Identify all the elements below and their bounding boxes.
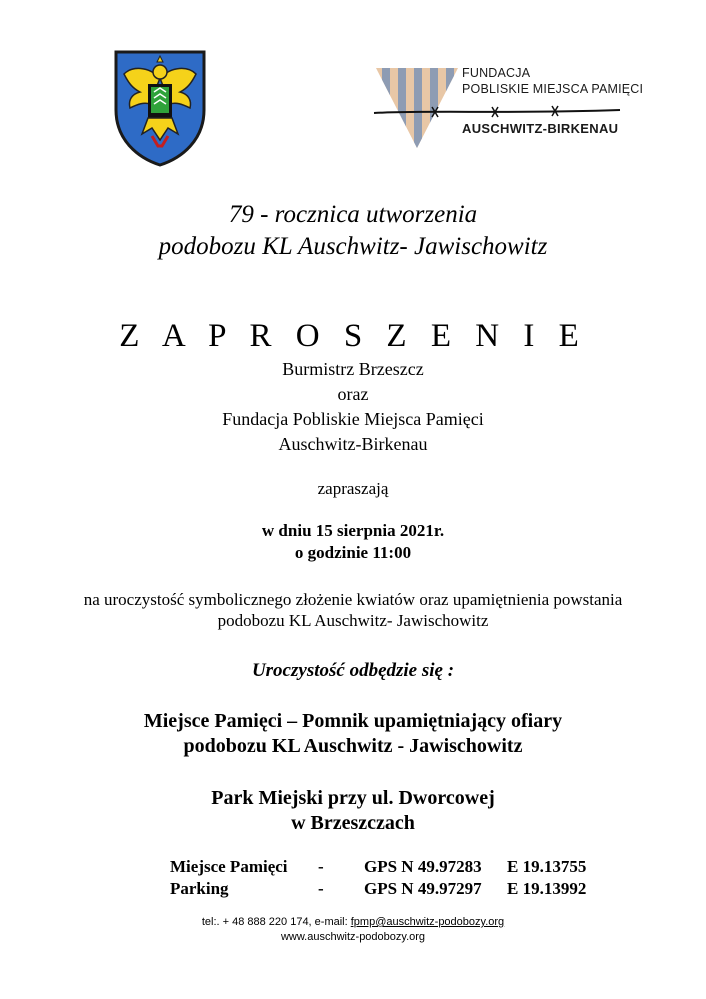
event-date: w dniu 15 sierpnia 2021r. [261,521,445,540]
invite-verb: zapraszają [317,479,389,498]
invitation-title: Z A P R O S Z E N I E [119,318,587,354]
park-line1: Park Miejski przy ul. Dworcowej [211,787,495,809]
gps-label: Parking [170,879,229,898]
host-line2: oraz [337,384,369,404]
footer-contact-text: tel:. + 48 888 220 174, e-mail: [201,916,351,928]
foundation-logo-line3: AUSCHWITZ-BIRKENAU [462,121,619,136]
foundation-logo [372,64,644,154]
anniversary-heading-line2: podobozu KL Auschwitz- Jawischowitz [158,233,548,260]
gps-north: GPS N 49.97283 [364,857,482,876]
gps-dash: - [318,879,324,898]
venue-intro: Uroczystość odbędzie się : [251,660,455,681]
purpose-line2: podobozu KL Auschwitz- Jawischowitz [217,611,489,630]
gps-east: E 19.13992 [507,879,587,898]
email-link[interactable]: fpmp@auschwitz-podobozy.org [350,916,505,928]
foundation-logo-line1: FUNDACJA [462,66,531,80]
gps-east: E 19.13755 [507,857,587,876]
monument-line2: podobozu KL Auschwitz - Jawischowitz [183,735,523,757]
park-line2: w Brzeszczach [291,812,415,834]
purpose-line1: na uroczystość symbolicznego złożenie kwiatów oraz upamiętnienia powstania [83,590,623,609]
barbed-wire-icon [372,104,622,120]
anniversary-heading-line1: 79 - rocznica utworzenia [228,201,478,228]
foundation-logo-line2: POBLISKIE MIEJSCA PAMIĘCI [462,82,644,96]
gps-label: Miejsce Pamięci [170,857,288,876]
host-line4: Auschwitz-Birkenau [278,434,428,454]
host-line1: Burmistrz Brzeszcz [282,359,424,379]
event-time: o godzinie 11:00 [294,543,412,562]
footer-contact [0,915,706,930]
host-line3: Fundacja Pobliskie Miejsca Pamięci [222,409,484,429]
website-link[interactable]: www.auschwitz-podobozy.org [280,931,426,943]
gps-dash: - [318,857,324,876]
brzeszcze-coat-of-arms-icon [112,48,208,168]
monument-line1: Miejsce Pamięci – Pomnik upamiętniający ofiary [143,710,563,732]
gps-north: GPS N 49.97297 [364,879,482,898]
